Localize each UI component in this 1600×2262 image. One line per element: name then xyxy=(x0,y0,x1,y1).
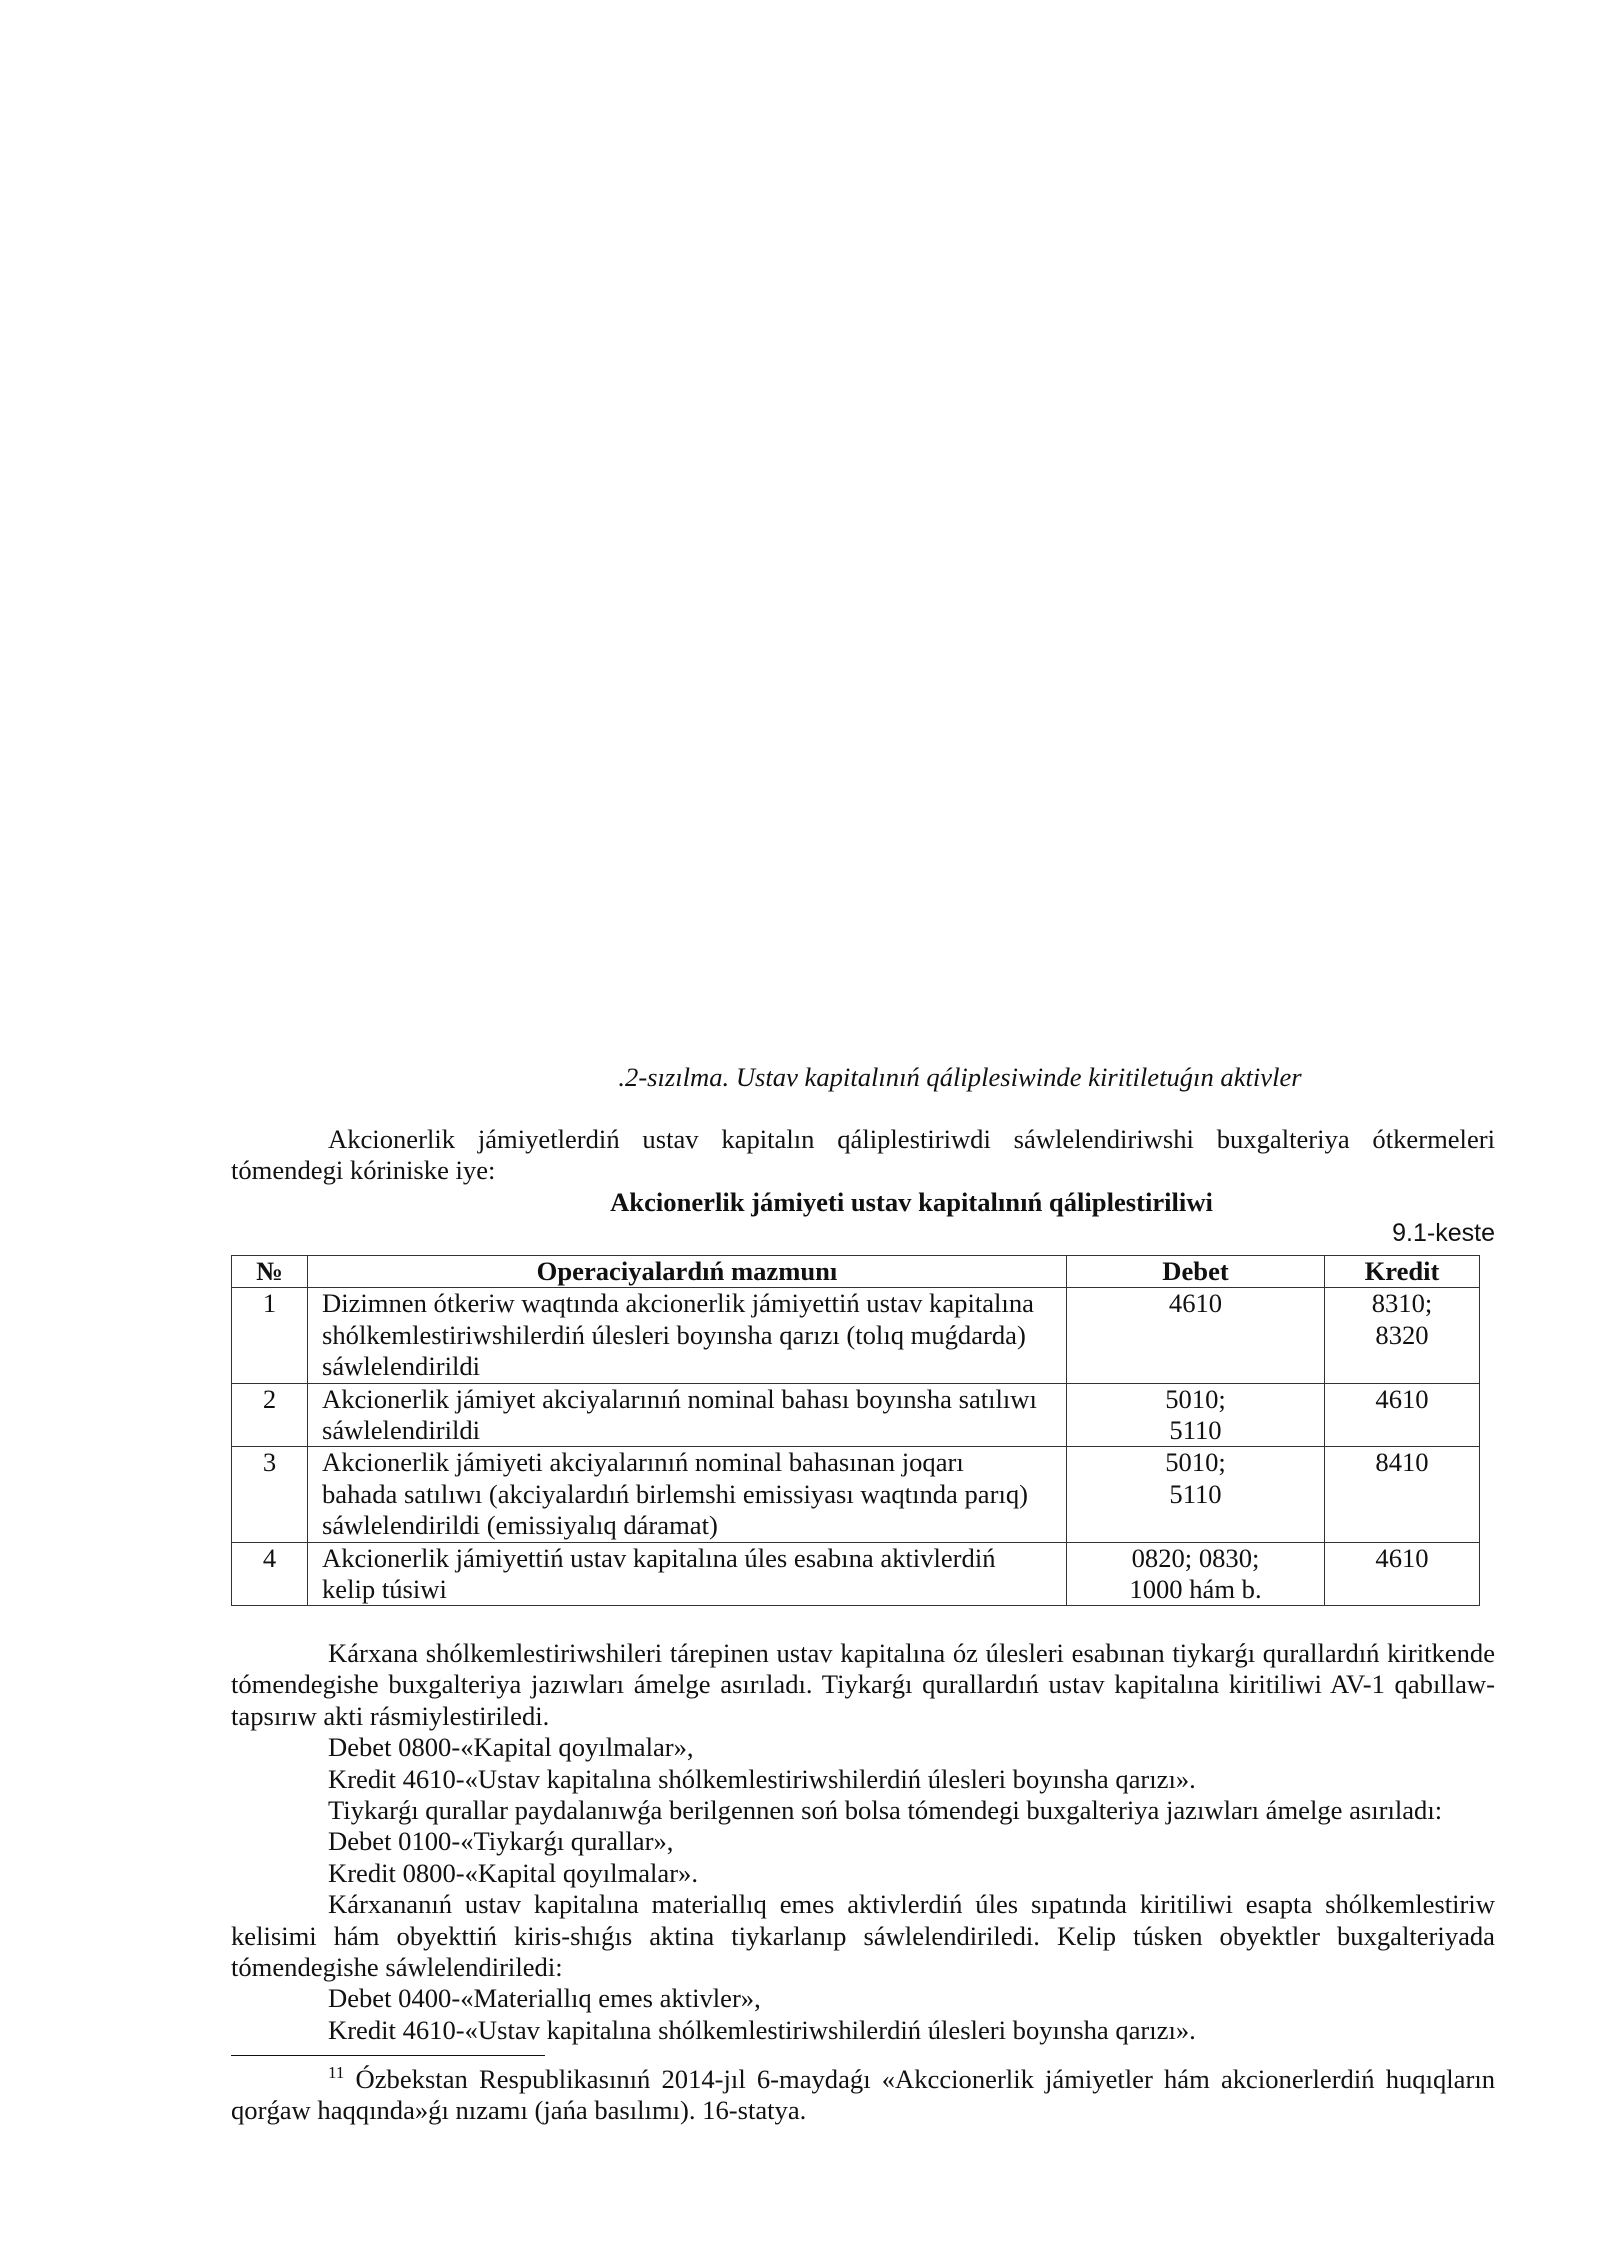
cell-line: 5110 xyxy=(1169,1478,1222,1509)
cell-line: Dizimnen ótkeriw waqtında akcionerlik jámiyettiń ustav kapitalına xyxy=(322,1288,1034,1319)
cell-line: 1000 hám b. xyxy=(1129,1574,1262,1605)
table-row xyxy=(232,1288,1480,1383)
debet-account xyxy=(1067,1383,1325,1447)
debet-entry: Debet 0100-«Tiykarǵı qurallar», xyxy=(328,1826,674,1857)
figure-caption: .2-sızılma. Ustav kapitalınıń qáliplesiwinde kiritiletuǵın aktivler xyxy=(618,1062,1302,1092)
cell-line: shólkemlestiriwshilerdiń úlesleri boyınsha qarızı (tolıq muǵdarda) xyxy=(322,1319,1026,1350)
kredit-entry: Kredit 4610-«Ustav kapitalına shólkemlestiriwshilerdiń úlesleri boyınsha qarızı». xyxy=(328,1763,1196,1794)
footnote-text: Ózbekstan Respublikasınıń 2014-jıl 6-maydaǵı «Akccionerlik jámiyetler hám akcionerlerdiń huqıqların xyxy=(355,2064,1495,2094)
debet-entry: Debet 0400-«Materiallıq emes aktivler», xyxy=(328,1983,761,2014)
intro-line: tómendegi kóriniske iye: xyxy=(231,1155,496,1186)
debet-account xyxy=(1067,1542,1325,1606)
header-kredit: Kredit xyxy=(1325,1256,1480,1288)
row-number: 4 xyxy=(232,1542,308,1606)
operation-description xyxy=(308,1447,1067,1542)
cell-line: 8410 xyxy=(1375,1447,1429,1478)
debet-account xyxy=(1067,1447,1325,1542)
operation-description xyxy=(308,1383,1067,1447)
paragraph: Tiykarǵı qurallar paydalanıwǵa berilgennen soń bolsa tómendegi buxgalteriya jazıwları ámelge asırıladı: xyxy=(328,1795,1443,1826)
intro-line: Akcionerlik jámiyetlerdiń ustav kapitalın qáliplestiriwdi sáwlelendiriwshi buxgalteriya ótkermeleri xyxy=(328,1124,1495,1154)
cell-line: 5110 xyxy=(1169,1415,1222,1446)
intro-block xyxy=(231,1124,1495,1250)
cell-line: 4610 xyxy=(1168,1288,1223,1319)
table-title: Akcionerlik jámiyeti ustav kapitalınıń qáliplestiriliwi xyxy=(610,1186,1213,1217)
text-line: Kárxana shólkemlestiriwshileri tárepinen ustav kapitalına óz úlesleri esabınan tiykarǵı qurallardıń kiritkende xyxy=(328,1638,1495,1668)
table-row xyxy=(232,1447,1480,1542)
text-line: Kárxananıń ustav kapitalına materiallıq emes aktivlerdiń úles sıpatında kiritiliwi esapta shólkemlestiriw xyxy=(328,1889,1495,1920)
header-number: № xyxy=(232,1256,308,1288)
cell-line: kelip túsiwi xyxy=(322,1574,447,1605)
table-label: 9.1-keste xyxy=(1392,1219,1495,1248)
cell-line: 4610 xyxy=(1375,1383,1429,1414)
text-line: tómendegishe sáwlelendiriledi: xyxy=(231,1952,563,1983)
debet-entry: Debet 0800-«Kapital qoyılmalar», xyxy=(328,1732,694,1763)
cell-line: 8310; xyxy=(1371,1288,1433,1319)
table-header-row xyxy=(232,1256,1480,1288)
row-number: 1 xyxy=(232,1288,308,1383)
kredit-entry: Kredit 0800-«Kapital qoyılmalar». xyxy=(328,1857,699,1888)
footnote-separator xyxy=(231,2055,545,2056)
cell-line: 5010; xyxy=(1165,1383,1226,1414)
cell-line: Akcionerlik jámiyeti akciyalarınıń nominal bahasınan joqarı xyxy=(322,1447,964,1478)
operation-description xyxy=(308,1542,1067,1606)
accounting-entries-table xyxy=(231,1255,1480,1606)
footnote xyxy=(231,2064,1495,2127)
cell-line: 0820; 0830; xyxy=(1131,1542,1260,1573)
cell-line: sáwlelendirildi xyxy=(322,1415,481,1446)
cell-line: Akcionerlik jámiyet akciyalarınıń nominal bahası boyınsha satılıwı xyxy=(322,1383,1037,1414)
header-content: Operaciyalardıń mazmunı xyxy=(308,1256,1067,1288)
operation-description xyxy=(308,1288,1067,1383)
row-number: 2 xyxy=(232,1383,308,1447)
kredit-account xyxy=(1325,1447,1480,1542)
row-number: 3 xyxy=(232,1447,308,1542)
table-row xyxy=(232,1542,1480,1606)
kredit-account xyxy=(1325,1288,1480,1383)
cell-line: sáwlelendirildi (emissiyalıq dáramat) xyxy=(322,1510,718,1541)
footnote-line: qorǵaw haqqında»ǵı nızamı (jańa basılımı). 16-statya. xyxy=(231,2095,807,2126)
footnote-marker: 11 xyxy=(328,2063,345,2082)
table-row xyxy=(232,1383,1480,1447)
kredit-entry: Kredit 4610-«Ustav kapitalına shólkemlestiriwshilerdiń úlesleri boyınsha qarızı». xyxy=(328,2014,1196,2045)
kredit-account xyxy=(1325,1383,1480,1447)
text-line: tapsırıw akti rásmiylestiriledi. xyxy=(231,1700,550,1731)
paragraph xyxy=(231,1889,1495,1983)
body-text xyxy=(231,1638,1495,2046)
text-line: kelisimi hám obyekttiń kiris-shıǵıs aktina tiykarlanıp sáwlelendiriledi. Kelip túsken obyektler buxgalteriyada xyxy=(231,1920,1495,1951)
cell-line: 8320 xyxy=(1375,1319,1429,1350)
cell-line: bahada satılıwı (akciyalardıń birlemshi emissiyası waqtında parıq) xyxy=(322,1478,1029,1509)
header-debet: Debet xyxy=(1067,1256,1325,1288)
text-line: tómendegishe buxgalteriya jazıwları ámelge asırıladı. Tiykarǵı qurallardıń ustav kapitalına kiritiliwi AV-1 qabıllaw- xyxy=(231,1669,1495,1700)
cell-line: 4610 xyxy=(1375,1542,1429,1573)
debet-account xyxy=(1067,1288,1325,1383)
cell-line: 5010; xyxy=(1165,1447,1226,1478)
paragraph xyxy=(231,1638,1495,1732)
cell-line: Akcionerlik jámiyettiń ustav kapitalına úles esabına aktivlerdiń xyxy=(322,1542,996,1573)
footnote-line xyxy=(231,2064,1495,2095)
kredit-account xyxy=(1325,1542,1480,1606)
cell-line: sáwlelendirildi xyxy=(322,1351,481,1382)
